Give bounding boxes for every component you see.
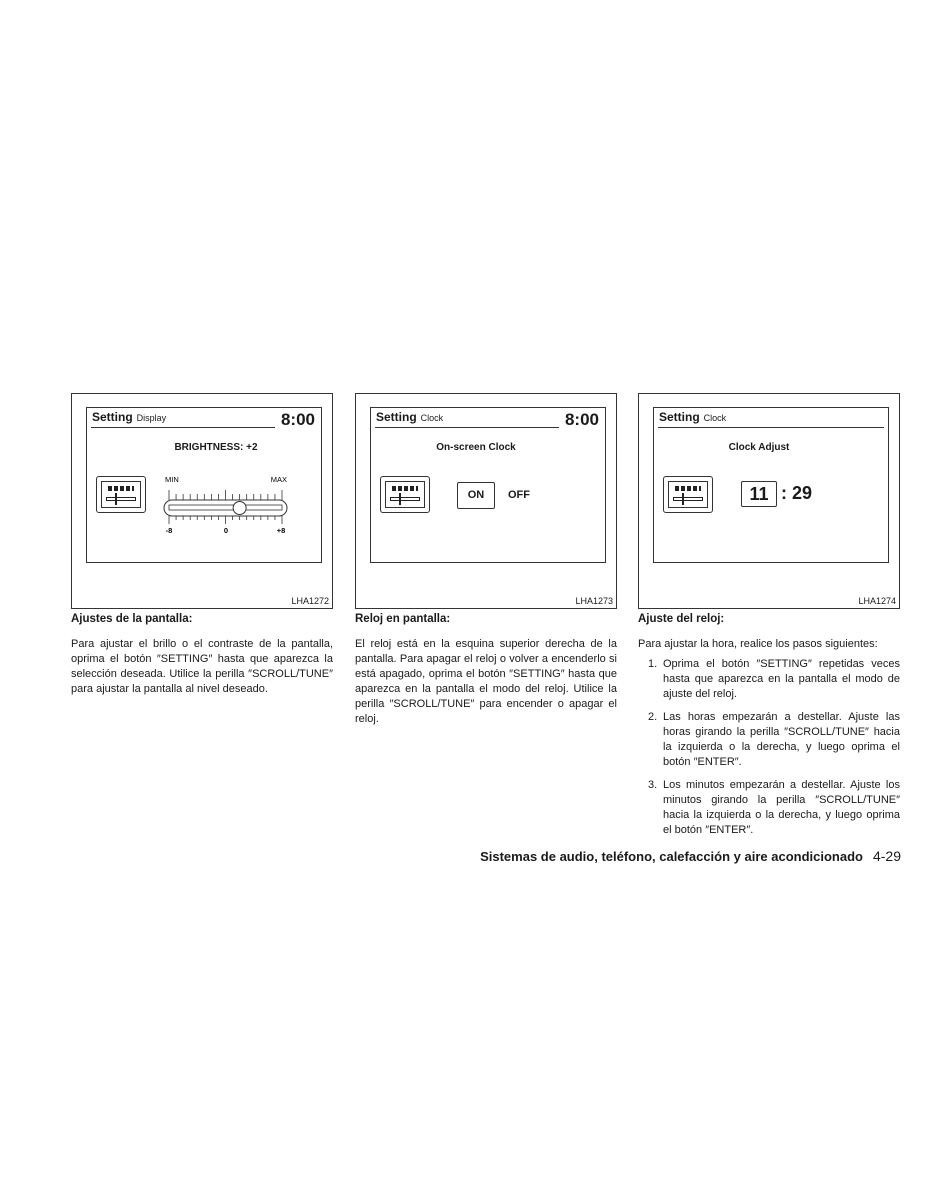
header-underline bbox=[658, 427, 884, 428]
steps-list bbox=[638, 657, 900, 838]
clock-hours-field[interactable]: 11 bbox=[741, 481, 777, 507]
screen-title: Setting Display bbox=[92, 410, 167, 424]
header-underline bbox=[375, 427, 559, 428]
figure-display-settings bbox=[71, 393, 333, 609]
scroll-tune-knob-icon bbox=[663, 476, 713, 513]
section-intro: Para ajustar la hora, realice los pasos siguientes: bbox=[638, 638, 878, 650]
slider-ticks-bottom bbox=[169, 516, 282, 524]
screen-title: Setting Clock bbox=[376, 410, 444, 424]
brightness-slider[interactable] bbox=[163, 474, 293, 536]
page-number: 4-29 bbox=[872, 848, 901, 864]
onscreen-clock-label: On-screen Clock bbox=[436, 442, 516, 453]
slider-ticks-top bbox=[169, 490, 282, 500]
section-body: El reloj está en la esquina superior derecha de la pantalla. Para apagar el reloj o volver a encenderlo si está apagado, oprima el botón ″SETTING″ hasta que aparezca en la pantalla el modo del reloj. Utilice la perilla ″SCROLL/TUNE″ para encender o apagar el reloj. bbox=[355, 638, 617, 725]
slider-max-label: MAX bbox=[270, 475, 287, 484]
section-display-settings bbox=[71, 612, 333, 697]
chapter-title: Sistemas de audio, teléfono, calefacción y aire acondicionado bbox=[480, 849, 863, 864]
figure-clock-adjust bbox=[638, 393, 900, 609]
slider-track bbox=[164, 500, 287, 516]
screen-clock: 8:00 bbox=[280, 410, 315, 429]
list-item: 1. Oprima el botón ″SETTING″ repetidas veces hasta que aparezca en la pantalla el modo de ajuste del reloj. bbox=[648, 658, 900, 700]
screen-title: Setting Clock bbox=[659, 410, 727, 424]
clock-screen bbox=[370, 407, 606, 563]
scroll-tune-knob-icon bbox=[96, 476, 146, 513]
brightness-label: BRIGHTNESS: +2 bbox=[174, 442, 258, 453]
slider-thumb[interactable] bbox=[233, 502, 246, 515]
page-footer bbox=[480, 848, 901, 864]
slider-min-label: MIN bbox=[165, 475, 179, 484]
figure-code: LHA1272 bbox=[291, 596, 329, 606]
figure-onscreen-clock bbox=[355, 393, 617, 609]
section-body: Para ajustar el brillo o el contraste de la pantalla, oprima el botón ″SETTING″ hasta que aparezca la selección deseada. Utilice la perilla ″SCROLL/TUNE″ para ajustar la pantalla al nivel deseado. bbox=[71, 638, 333, 695]
slider-tick-left: -8 bbox=[165, 526, 173, 535]
clock-adjust-screen bbox=[653, 407, 889, 563]
clock-minutes-field[interactable]: : 29 bbox=[781, 483, 813, 503]
screen-clock: 8:00 bbox=[564, 410, 599, 429]
section-heading: Ajuste del reloj: bbox=[638, 613, 725, 625]
section-heading: Reloj en pantalla: bbox=[355, 613, 451, 625]
section-heading: Ajustes de la pantalla: bbox=[71, 613, 193, 625]
display-screen bbox=[86, 407, 322, 563]
clock-adjust-label: Clock Adjust bbox=[728, 442, 790, 453]
slider-track-inner bbox=[169, 505, 282, 510]
scroll-tune-knob-icon bbox=[380, 476, 430, 513]
figure-code: LHA1273 bbox=[575, 596, 613, 606]
slider-tick-right: +8 bbox=[276, 526, 286, 535]
list-item: 3. Los minutos empezarán a destellar. Ajuste los minutos girando la perilla ″SCROLL/TUNE″ hacia la izquierda o la derecha, y luego oprima el botón ″ENTER″. bbox=[648, 779, 900, 836]
clock-on-button[interactable]: ON bbox=[457, 482, 495, 509]
slider-tick-mid: 0 bbox=[223, 526, 229, 535]
clock-off-option[interactable]: OFF bbox=[508, 489, 530, 501]
list-item: 2. Las horas empezarán a destellar. Ajuste las horas girando la perilla ″SCROLL/TUNE″ hacia la izquierda o la derecha, y luego oprima el botón ″ENTER″. bbox=[648, 711, 900, 768]
header-underline bbox=[91, 427, 275, 428]
section-onscreen-clock bbox=[355, 612, 617, 727]
figure-code: LHA1274 bbox=[858, 596, 896, 606]
section-clock-adjust bbox=[638, 612, 900, 846]
